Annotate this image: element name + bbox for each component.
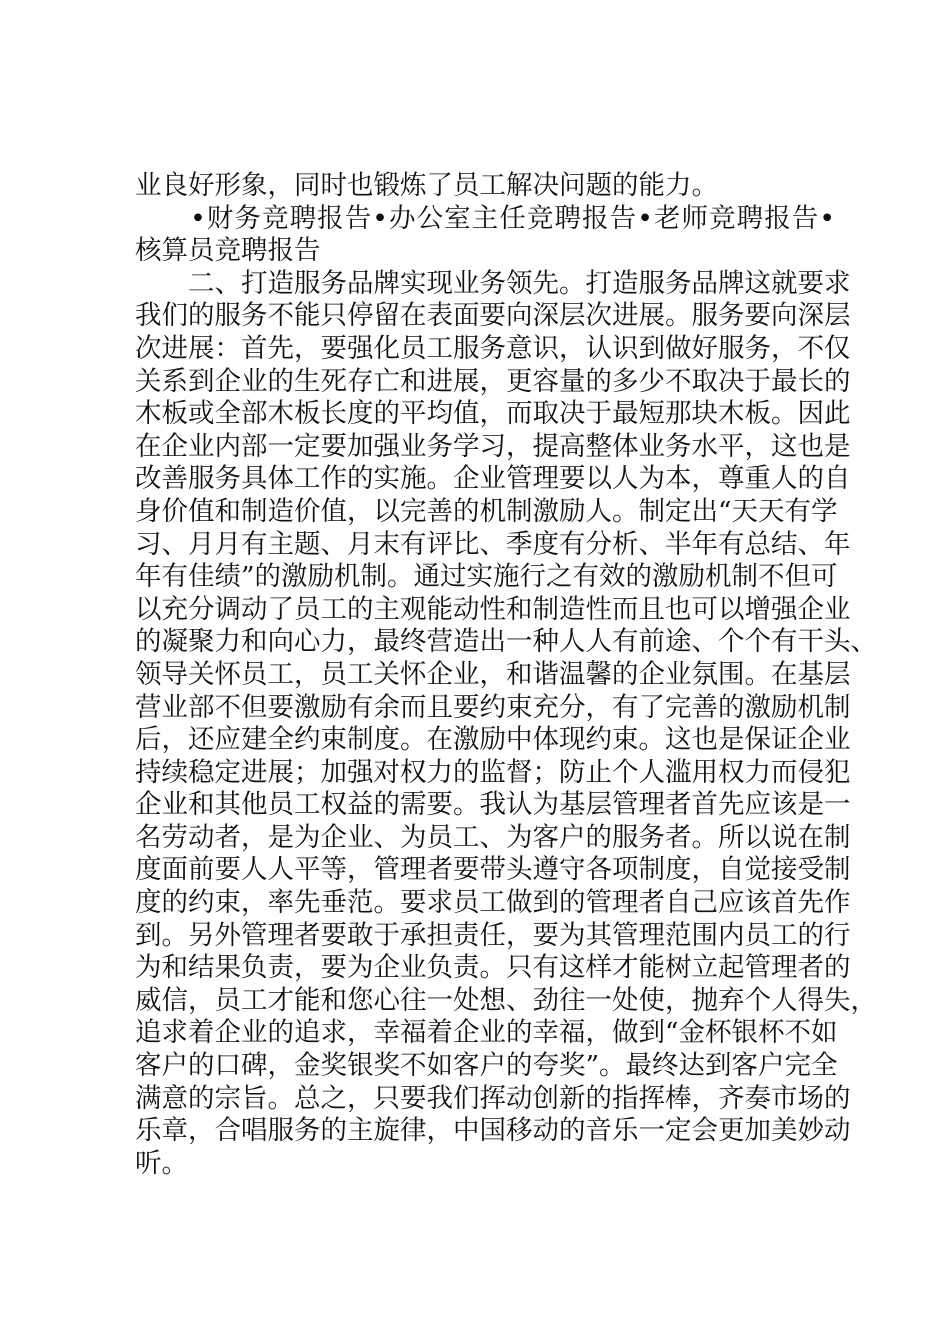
text-line: 业良好形象，同时也锻炼了员工解决问题的能力。 (135, 170, 718, 201)
text-line: 营业部不但要激励有余而且要约束充分，有了完善的激励机制 (135, 691, 851, 723)
text-line: 企业和其他员工权益的需要。我认为基层管理者首先应该是一 (135, 789, 851, 821)
text-line: 木板或全部木板长度的平均值，而取决于最短那块木板。因此 (135, 398, 851, 430)
text-line: 客户的口碑，金奖银奖不如客户的夸奖”。最终达到客户完全 (135, 1050, 838, 1082)
text-line: 为和结果负责，要为企业负责。只有这样才能树立起管理者的 (135, 952, 851, 984)
text-line: 度的约束，率先垂范。要求员工做到的管理者自己应该首先作 (135, 887, 851, 919)
text-line: 核算员竞聘报告 (135, 235, 321, 267)
body-text (135, 170, 877, 1180)
text-line: 领导关怀员工，员工关怀企业，和谐温馨的企业氛围。在基层 (135, 658, 851, 690)
text-line: 后，还应建全约束制度。在激励中体现约束。这也是保证企业 (135, 724, 851, 756)
text-line: 追求着企业的追求，幸福着企业的幸福，做到“金杯银杯不如 (135, 1017, 838, 1049)
text-line: 习、月月有主题、月末有评比、季度有分析、半年有总结、年 (135, 528, 851, 560)
text-line: 到。另外管理者要敢于承担责任，要为其管理范围内员工的行 (135, 919, 851, 951)
text-line: •财务竞聘报告•办公室主任竞聘报告•老师竞聘报告• (135, 202, 835, 234)
text-line: 名劳动者，是为企业、为员工、为客户的服务者。所以说在制 (135, 821, 851, 853)
text-line: 身价值和制造价值，以完善的机制激励人。制定出“天天有学 (135, 495, 838, 527)
text-line: 听。 (135, 1147, 188, 1179)
text-line: 的凝聚力和向心力，最终营造出一种人人有前途、个个有干头、 (135, 626, 877, 658)
text-line: 威信，员工才能和您心往一处想、劲往一处使，抛弃个人得失， (135, 984, 877, 1016)
text-line: 持续稳定进展；加强对权力的监督；防止个人滥用权力而侵犯 (135, 756, 851, 788)
text-line: 度面前要人人平等，管理者要带头遵守各项制度，自觉接受制 (135, 854, 851, 886)
text-line: 在企业内部一定要加强业务学习，提高整体业务水平，这也是 (135, 430, 851, 462)
text-line: 次进展：首先，要强化员工服务意识，认识到做好服务，不仅 (135, 332, 851, 364)
text-line: 以充分调动了员工的主观能动性和制造性而且也可以增强企业 (135, 593, 851, 625)
text-line: 年有佳绩”的激励机制。通过实施行之有效的激励机制不但可 (135, 561, 838, 593)
text-line: 关系到企业的生死存亡和进展，更容量的多少不取决于最长的 (135, 365, 851, 397)
text-line: 我们的服务不能只停留在表面要向深层次进展。服务要向深层 (135, 300, 851, 332)
text-line: 乐章，合唱服务的主旋律，中国移动的音乐一定会更加美妙动 (135, 1115, 851, 1147)
text-line: 满意的宗旨。总之，只要我们挥动创新的指挥棒，齐奏市场的 (135, 1082, 851, 1114)
text-line: 二、打造服务品牌实现业务领先。打造服务品牌这就要求 (135, 267, 851, 299)
text-line: 改善服务具体工作的实施。企业管理要以人为本，尊重人的自 (135, 463, 851, 495)
